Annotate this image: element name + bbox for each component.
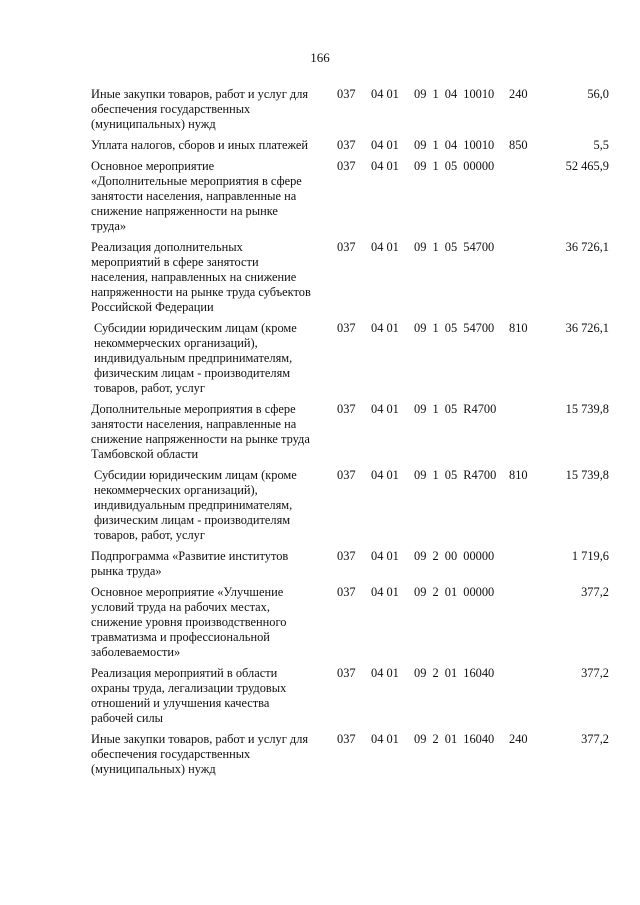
row-amount: 36 726,1	[565, 240, 609, 254]
row-ministry-code: 037	[337, 585, 356, 599]
table-row	[91, 159, 617, 234]
row-expense-type: 810	[509, 321, 528, 335]
row-section-code: 04 01	[371, 240, 399, 254]
row-name: Субсидии юридическим лицам (кроме некоммерческих организаций), индивидуальным предпринимателям, физическим лицам - производителям товаров, работ, услуг	[94, 468, 297, 542]
row-program-code: 09 1 05 00000	[414, 159, 495, 173]
row-expense-type: 240	[509, 87, 528, 101]
row-ministry-code: 037	[337, 666, 356, 680]
row-name: Основное мероприятие «Улучшение условий труда на рабочих местах, снижение уровня производственного травматизма и профессиональной заболеваемости»	[91, 585, 287, 659]
row-ministry-code: 037	[337, 87, 356, 101]
row-ministry-code: 037	[337, 321, 356, 335]
table-row	[91, 732, 617, 777]
row-program-code: 09 1 05 54700	[414, 321, 495, 335]
row-amount: 15 739,8	[565, 402, 609, 416]
row-ministry-code: 037	[337, 240, 356, 254]
row-program-code: 09 2 01 16040	[414, 732, 495, 746]
row-amount: 377,2	[581, 732, 609, 746]
row-program-code: 09 2 00 00000	[414, 549, 495, 563]
table-row	[91, 138, 617, 153]
row-section-code: 04 01	[371, 159, 399, 173]
row-amount: 5,5	[593, 138, 609, 152]
row-amount: 56,0	[587, 87, 609, 101]
row-name: Иные закупки товаров, работ и услуг для обеспечения государственных (муниципальных) нужд	[91, 732, 309, 776]
row-program-code: 09 2 01 00000	[414, 585, 495, 599]
row-ministry-code: 037	[337, 732, 356, 746]
row-section-code: 04 01	[371, 321, 399, 335]
table-row	[91, 87, 617, 132]
table-row	[91, 321, 617, 396]
row-ministry-code: 037	[337, 549, 356, 563]
row-section-code: 04 01	[371, 468, 399, 482]
row-section-code: 04 01	[371, 87, 399, 101]
row-amount: 15 739,8	[565, 468, 609, 482]
row-program-code: 09 2 01 16040	[414, 666, 495, 680]
row-program-code: 09 1 04 10010	[414, 87, 495, 101]
row-section-code: 04 01	[371, 732, 399, 746]
row-expense-type: 810	[509, 468, 528, 482]
table-row	[91, 468, 617, 543]
row-ministry-code: 037	[337, 468, 356, 482]
row-name: Уплата налогов, сборов и иных платежей	[91, 138, 309, 152]
table-row	[91, 549, 617, 579]
row-ministry-code: 037	[337, 402, 356, 416]
page-number: 166	[310, 50, 330, 65]
row-program-code: 09 1 05 54700	[414, 240, 495, 254]
row-name: Подпрограмма «Развитие институтов рынка труда»	[91, 549, 289, 578]
row-name: Субсидии юридическим лицам (кроме некоммерческих организаций), индивидуальным предпринимателям, физическим лицам - производителям товаров, работ, услуг	[94, 321, 297, 395]
row-name: Реализация мероприятий в области охраны труда, легализации трудовых отношений и улучшения качества рабочей силы	[91, 666, 287, 725]
budget-table	[91, 87, 617, 783]
row-name: Дополнительные мероприятия в сфере занятости населения, направленные на снижение напряженности на рынке труда Тамбовской области	[91, 402, 310, 461]
table-row	[91, 402, 617, 462]
row-section-code: 04 01	[371, 549, 399, 563]
row-section-code: 04 01	[371, 138, 399, 152]
table-row	[91, 666, 617, 726]
row-program-code: 09 1 05 R4700	[414, 402, 497, 416]
row-section-code: 04 01	[371, 666, 399, 680]
row-ministry-code: 037	[337, 159, 356, 173]
row-amount: 36 726,1	[565, 321, 609, 335]
row-name: Основное мероприятие «Дополнительные мероприятия в сфере занятости населения, направленные на снижение напряженности на рынке труда»	[91, 159, 302, 233]
table-row	[91, 240, 617, 315]
row-program-code: 09 1 05 R4700	[414, 468, 497, 482]
row-name: Реализация дополнительных мероприятий в сфере занятости населения, направленных на снижение напряженности на рынке труда субъектов Российской Федерации	[91, 240, 311, 314]
row-ministry-code: 037	[337, 138, 356, 152]
row-program-code: 09 1 04 10010	[414, 138, 495, 152]
row-section-code: 04 01	[371, 402, 399, 416]
table-row	[91, 585, 617, 660]
row-section-code: 04 01	[371, 585, 399, 599]
row-name: Иные закупки товаров, работ и услуг для обеспечения государственных (муниципальных) нужд	[91, 87, 309, 131]
row-expense-type: 850	[509, 138, 528, 152]
row-amount: 377,2	[581, 585, 609, 599]
row-amount: 377,2	[581, 666, 609, 680]
row-amount: 1 719,6	[571, 549, 609, 563]
row-amount: 52 465,9	[565, 159, 609, 173]
row-expense-type: 240	[509, 732, 528, 746]
